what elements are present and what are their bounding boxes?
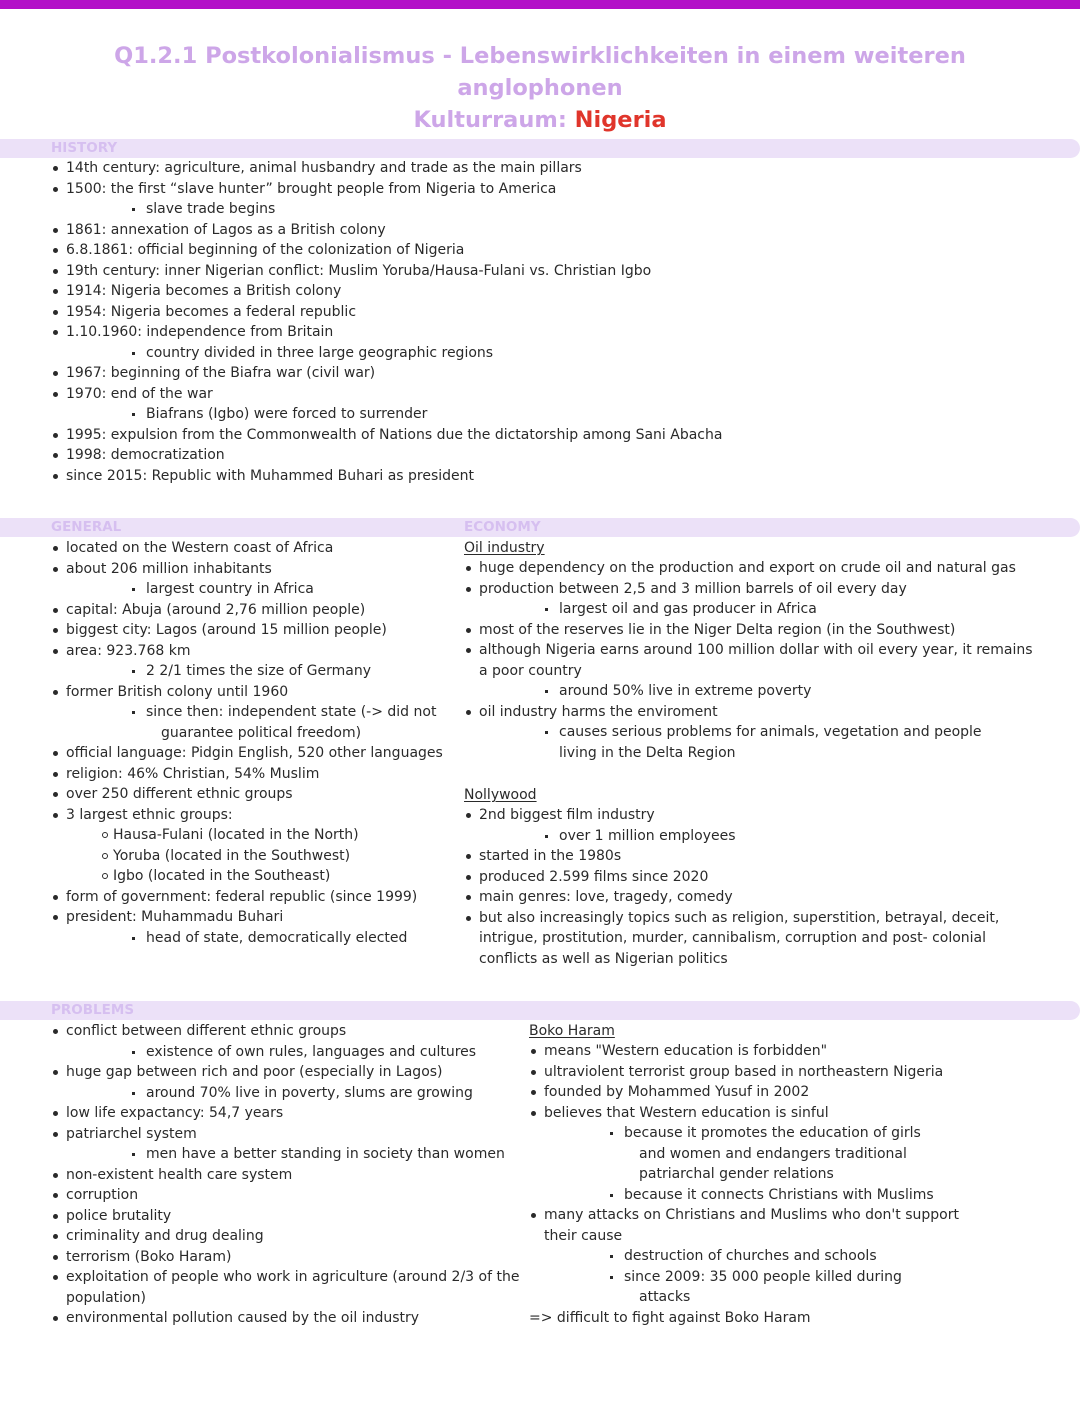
list-item: existence of own rules, languages and cultures <box>51 1042 521 1063</box>
list-item: criminality and drug dealing <box>51 1226 521 1247</box>
list-item: 1.10.1960: independence from Britain <box>51 322 951 343</box>
list-item: since 2009: 35 000 people killed during <box>529 1267 1069 1288</box>
list-item: slave trade begins <box>51 199 951 220</box>
list-item: 14th century: agriculture, animal husbandry and trade as the main pillars <box>51 158 951 179</box>
list-item: biggest city: Lagos (around 15 million people) <box>51 620 451 641</box>
problems-heading: PROBLEMS <box>51 1002 135 1018</box>
list-item: 1861: annexation of Lagos as a British colony <box>51 220 951 241</box>
list-item: because it promotes the education of girls <box>529 1123 1069 1144</box>
list-item: president: Muhammadu Buhari <box>51 907 451 928</box>
list-item: attacks <box>639 1289 691 1305</box>
list-item: former British colony until 1960 <box>51 682 451 703</box>
list-item: although Nigeria earns around 100 million dollar with oil every year, it remains <box>464 640 1064 661</box>
title-accent: Nigeria <box>574 107 667 133</box>
nollywood-title: Nollywood <box>464 787 537 803</box>
list-item: 2nd biggest film industry <box>464 805 1064 826</box>
list-item: huge gap between rich and poor (especially in Lagos) <box>51 1062 521 1083</box>
list-item: guarantee political freedom) <box>161 724 362 741</box>
list-item: many attacks on Christians and Muslims who don't support <box>529 1205 1069 1226</box>
top-accent-bar <box>0 0 1080 9</box>
list-item: ultraviolent terrorist group based in northeastern Nigeria <box>529 1062 1069 1083</box>
boko-haram-list <box>529 1041 1069 1328</box>
list-item: conflict between different ethnic groups <box>51 1021 521 1042</box>
list-item: => difficult to fight against Boko Haram <box>529 1309 811 1326</box>
list-item: patriarchal gender relations <box>639 1166 834 1182</box>
economy-heading: ECONOMY <box>464 519 541 535</box>
list-item: largest country in Africa <box>51 579 451 600</box>
title-line-2 <box>40 104 1040 136</box>
oil-industry-title: Oil industry <box>464 540 545 556</box>
list-item: official language: Pidgin English, 520 other languages <box>51 743 451 764</box>
list-item: Igbo (located in the Southeast) <box>51 866 451 887</box>
list-item: 2 2/1 times the size of Germany <box>51 661 451 682</box>
list-item: terrorism (Boko Haram) <box>51 1247 521 1268</box>
list-item: production between 2,5 and 3 million barrels of oil every day <box>464 579 1064 600</box>
list-item: living in the Delta Region <box>559 744 736 761</box>
list-item: around 50% live in extreme poverty <box>464 681 1064 702</box>
list-item: 19th century: inner Nigerian conflict: Muslim Yoruba/Hausa-Fulani vs. Christian Igbo <box>51 261 951 282</box>
list-item: 1500: the first “slave hunter” brought people from Nigeria to America <box>51 179 951 200</box>
list-item: 1998: democratization <box>51 445 951 466</box>
list-item: patriarchel system <box>51 1124 521 1145</box>
problems-band <box>0 1001 1080 1020</box>
history-list <box>51 158 951 486</box>
list-item: head of state, democratically elected <box>51 928 451 949</box>
list-item: and women and endangers traditional <box>639 1145 907 1162</box>
list-item: causes serious problems for animals, vegetation and people <box>464 722 1064 743</box>
list-item: exploitation of people who work in agriculture (around 2/3 of the <box>51 1267 521 1288</box>
list-item: capital: Abuja (around 2,76 million people) <box>51 600 451 621</box>
list-item: 1995: expulsion from the Commonwealth of Nations due the dictatorship among Sani Abacha <box>51 425 951 446</box>
list-item: 1970: end of the war <box>51 384 951 405</box>
history-band <box>0 139 1080 158</box>
list-item: oil industry harms the enviroment <box>464 702 1064 723</box>
title-prefix: Kulturraum: <box>413 107 575 133</box>
list-item: most of the reserves lie in the Niger Delta region (in the Southwest) <box>464 620 1064 641</box>
list-item: corruption <box>51 1185 521 1206</box>
oil-industry-list <box>464 558 1064 763</box>
list-item: 1954: Nigeria becomes a federal republic <box>51 302 951 323</box>
list-item: over 250 different ethnic groups <box>51 784 451 805</box>
list-item: Yoruba (located in the Southwest) <box>51 846 451 867</box>
problems-list <box>51 1021 521 1329</box>
list-item: around 70% live in poverty, slums are growing <box>51 1083 521 1104</box>
boko-haram-title: Boko Haram <box>529 1023 615 1039</box>
list-item: low life expactancy: 54,7 years <box>51 1103 521 1124</box>
list-item: a poor country <box>479 662 582 679</box>
general-list <box>51 538 451 948</box>
list-item: means "Western education is forbidden" <box>529 1041 1069 1062</box>
list-item: police brutality <box>51 1206 521 1227</box>
list-item: men have a better standing in society than women <box>51 1144 521 1165</box>
list-item: founded by Mohammed Yusuf in 2002 <box>529 1082 1069 1103</box>
list-item: form of government: federal republic (since 1999) <box>51 887 451 908</box>
list-item: non-existent health care system <box>51 1165 521 1186</box>
list-item: 6.8.1861: official beginning of the colonization of Nigeria <box>51 240 951 261</box>
list-item: 1967: beginning of the Biafra war (civil war) <box>51 363 951 384</box>
nollywood-list <box>464 805 1064 969</box>
title-line-1: Q1.2.1 Postkolonialismus - Lebenswirklichkeiten in einem weiteren anglophonen <box>114 43 966 101</box>
list-item: their cause <box>544 1227 623 1244</box>
list-item: country divided in three large geographic regions <box>51 343 951 364</box>
list-item: main genres: love, tragedy, comedy <box>464 887 1064 908</box>
list-item: but also increasingly topics such as religion, superstition, betrayal, deceit, <box>464 908 1064 929</box>
list-item: conflicts as well as Nigerian politics <box>479 950 728 967</box>
list-item: huge dependency on the production and export on crude oil and natural gas <box>464 558 1064 579</box>
list-item: started in the 1980s <box>464 846 1064 867</box>
list-item: Hausa-Fulani (located in the North) <box>51 825 451 846</box>
list-item: believes that Western education is sinful <box>529 1103 1069 1124</box>
list-item: produced 2.599 films since 2020 <box>464 867 1064 888</box>
list-item: Biafrans (Igbo) were forced to surrender <box>51 404 951 425</box>
history-heading: HISTORY <box>51 140 118 156</box>
page-title <box>40 40 1040 136</box>
list-item: intrigue, prostitution, murder, cannibalism, corruption and post- colonial <box>479 930 987 946</box>
list-item: area: 923.768 km <box>51 641 451 662</box>
list-item: 1914: Nigeria becomes a British colony <box>51 281 951 302</box>
list-item: since 2015: Republic with Muhammed Buhari as president <box>51 466 951 487</box>
list-item: located on the Western coast of Africa <box>51 538 451 559</box>
list-item: destruction of churches and schools <box>529 1246 1069 1267</box>
list-item: because it connects Christians with Muslims <box>529 1185 1069 1206</box>
general-heading: GENERAL <box>51 519 122 535</box>
list-item: largest oil and gas producer in Africa <box>464 599 1064 620</box>
list-item: over 1 million employees <box>464 826 1064 847</box>
list-item: about 206 million inhabitants <box>51 559 451 580</box>
list-item: since then: independent state (-> did not <box>51 702 451 723</box>
list-item: 3 largest ethnic groups: <box>51 805 451 826</box>
list-item: religion: 46% Christian, 54% Muslim <box>51 764 451 785</box>
list-item: population) <box>66 1289 146 1306</box>
list-item: environmental pollution caused by the oil industry <box>51 1308 521 1329</box>
